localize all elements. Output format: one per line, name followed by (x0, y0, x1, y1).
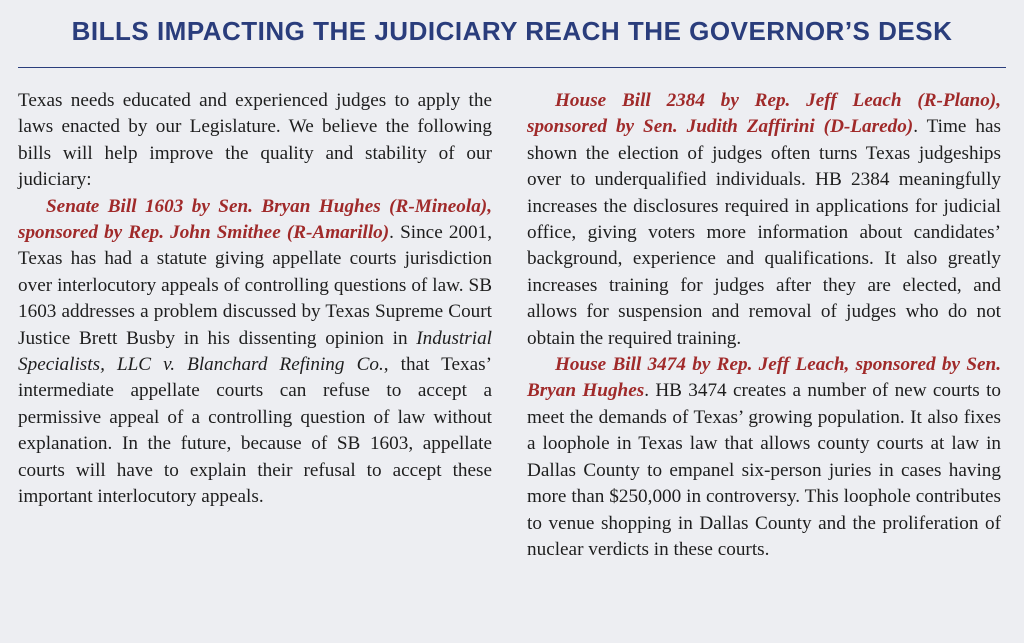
hb3474-paragraph (527, 352, 1001, 563)
hb3474-text: . HB 3474 creates a number of new courts to meet the demands of Texas’ growing population. It also fixes a loophole in Texas law that allows county courts at law in Dallas County to empanel six-person juries in cases having more than $250,000 in controversy. This loophole contributes to venue shopping in Dallas County and the proliferation of nuclear verdicts in these courts. (527, 380, 1001, 560)
hb2384-lead: House Bill 2384 by Rep. Jeff Leach (R-Plano), sponsored by Sen. Judith Zaffirini (D-Laredo) (527, 90, 1001, 138)
hb3474-lead: House Bill 3474 by Rep. Jeff Leach, sponsored by Sen. Bryan Hughes (527, 354, 1001, 402)
sb1603-text-before-case: . Since 2001, Texas has had a statute giving appellate courts jurisdiction over interlocutory appeals of controlling questions of law. SB 1603 addresses a problem discussed by Texas Supreme Court Justice Brett Busby in his dissenting opinion in (18, 222, 492, 349)
title-divider (18, 67, 1006, 68)
right-column (527, 88, 1001, 563)
hb2384-text: . Time has shown the election of judges often turns Texas judgeships over to underqualified individuals. HB 2384 meaningfully increases the disclosures required in applications for judicial office, giving voters more information about candidates’ background, experience and qualifications. It also greatly increases training for judges after they are elected, and allows for suspension and removal of judges who do not obtain the required training. (527, 116, 1001, 349)
left-column (18, 88, 492, 511)
hb2384-paragraph (527, 88, 1001, 352)
article-title: BILLS IMPACTING THE JUDICIARY REACH THE GOVERNOR’S DESK (71, 16, 953, 46)
sb1603-text-after-case: , that Texas’ intermediate appellate courts can refuse to accept a permissive appeal of a controlling question of law without explanation. In the future, because of SB 1603, appellate courts will have to explain their refusal to accept these important interlocutory appeals. (18, 354, 492, 508)
sb1603-lead: Senate Bill 1603 by Sen. Bryan Hughes (R-Mineola), sponsored by Rep. John Smithee (R-Amarillo) (18, 195, 492, 244)
intro-paragraph: Texas needs educated and experienced judges to apply the laws enacted by our Legislature. We believe the following bills will help improve the quality and stability of our judiciary: (18, 90, 492, 191)
sb1603-paragraph (18, 194, 492, 511)
sb1603-case-name: Industrial Specialists, LLC v. Blanchard Refining Co. (18, 327, 492, 376)
